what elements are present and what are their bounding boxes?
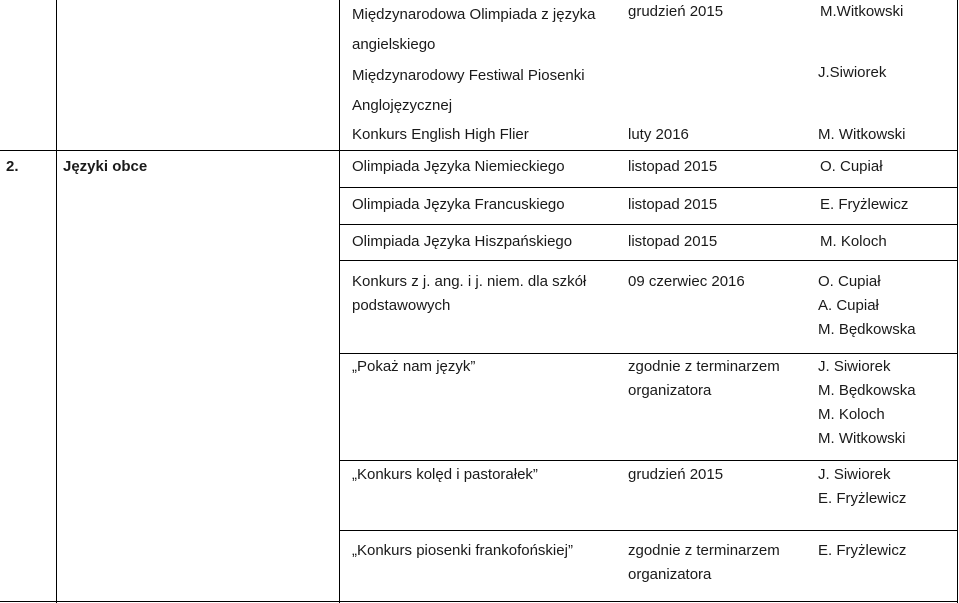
row-divider xyxy=(339,460,957,461)
competition-name: „Konkurs kolęd i pastorałek” xyxy=(352,466,538,483)
competition-name: Konkurs z j. ang. i j. niem. dla szkół podstawowych xyxy=(352,273,587,314)
competition-name: Międzynarodowa Olimpiada z języka angielskiego xyxy=(352,6,596,53)
table-border-bottom xyxy=(0,601,957,602)
competition-date: zgodnie z terminarzem organizatora xyxy=(628,358,780,399)
competition-date: grudzień 2015 xyxy=(628,3,724,20)
competition-teachers: J.Siwiorek xyxy=(818,64,887,81)
competition-name: Olimpiada Języka Francuskiego xyxy=(352,196,565,213)
competition-date: luty 2016 xyxy=(628,126,689,143)
competition-teachers: E. Fryżlewicz xyxy=(818,542,907,559)
row-divider xyxy=(0,150,957,151)
competition-teachers: J. Siwiorek M. Będkowska M. Koloch M. Witkowski xyxy=(818,358,916,447)
competition-teachers: J. Siwiorek E. Fryżlewicz xyxy=(818,466,907,507)
column-divider-category xyxy=(339,0,340,603)
competition-teachers: M. Witkowski xyxy=(818,126,906,143)
row-divider xyxy=(339,530,957,531)
category-number: 2. xyxy=(6,158,19,175)
category-name: Języki obce xyxy=(63,158,148,175)
competition-name: Konkurs English High Flier xyxy=(352,126,529,143)
row-divider xyxy=(339,187,957,188)
competition-name: Międzynarodowy Festiwal Piosenki Anglojęzycznej xyxy=(352,67,585,114)
row-divider xyxy=(339,260,957,261)
competition-date: listopad 2015 xyxy=(628,196,718,213)
competition-date: zgodnie z terminarzem organizatora xyxy=(628,542,780,583)
competition-teachers: M.Witkowski xyxy=(820,3,904,20)
competition-teachers: M. Koloch xyxy=(820,233,887,250)
table-border-right xyxy=(957,0,958,603)
competition-date: 09 czerwiec 2016 xyxy=(628,273,745,290)
competition-date: grudzień 2015 xyxy=(628,466,724,483)
competition-teachers: O. Cupiał xyxy=(820,158,883,175)
row-divider xyxy=(339,353,957,354)
competition-date: listopad 2015 xyxy=(628,158,718,175)
competition-name: Olimpiada Języka Hiszpańskiego xyxy=(352,233,573,250)
table-border-left xyxy=(56,0,57,603)
competition-name: „Konkurs piosenki frankofońskiej” xyxy=(352,542,573,559)
competition-name: „Pokaż nam język” xyxy=(352,358,476,375)
competition-name: Olimpiada Języka Niemieckiego xyxy=(352,158,565,175)
competition-date: listopad 2015 xyxy=(628,233,718,250)
competition-teachers: O. Cupiał A. Cupiał M. Będkowska xyxy=(818,273,916,338)
row-divider xyxy=(339,224,957,225)
competition-teachers: E. Fryżlewicz xyxy=(820,196,909,213)
